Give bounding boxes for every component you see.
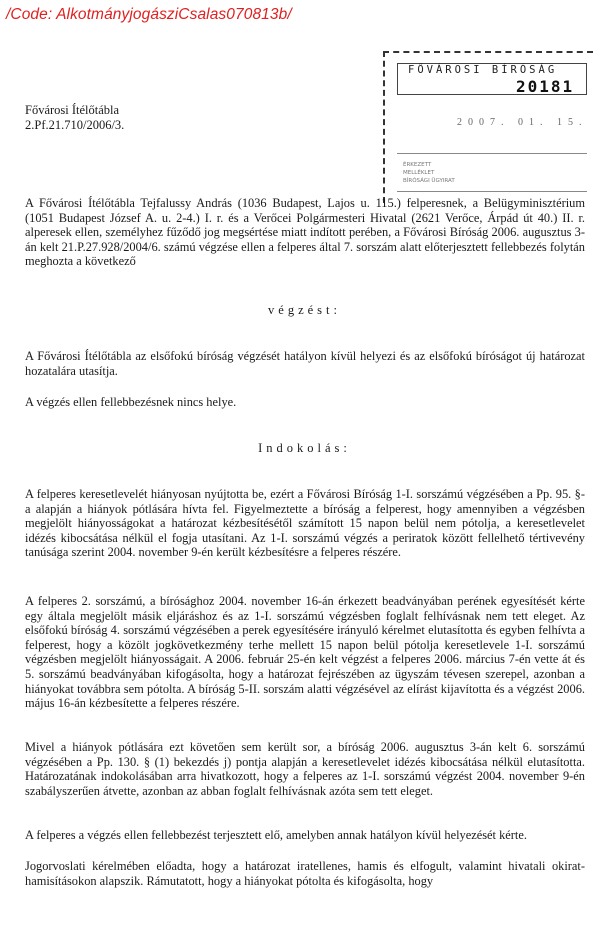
filing-stamp xyxy=(383,51,593,203)
intro-paragraph: A Fővárosi Ítélőtábla Tejfalussy András (1036 Budapest, Lajos u. 115.) felperesnek, a Belügyminisztérium (1051 Budapest József A. u. 2-4.) I. r. és a Verőcei Polgármesteri Hivatal (2621 Verőce, Árpád út 40.) II. r. alperesek ellen, személyhez fűződő jog megsértése miatt indított perében, a Fővárosi Bíróság 2006. augusztus 3-án kelt 21.P.27.928/2004/6. számú végzése ellen a felperes által 7. sorszám alatt előterjesztett fellebbezés folytán meghozta a következő xyxy=(25,196,585,269)
stamp-org: FŐVÁROSI BÍRÓSÁG xyxy=(408,64,558,76)
code-tag: /Code: AlkotmányjogásziCsalas070813b/ xyxy=(6,6,292,23)
stamp-line: ÉRKEZETT xyxy=(403,162,432,168)
stamp-number: 20181 xyxy=(516,77,575,96)
reasoning-paragraph-4: A felperes a végzés ellen fellebbezést terjesztett elő, amelyben annak hatályon kívül helyezését kérte. xyxy=(25,828,527,842)
reasoning-paragraph-1: A felperes keresetlevelét hiányosan nyújtotta be, ezért a Fővárosi Bíróság 1-I. sorszámú végzésében a Pp. 95. §-a alapján a hiányok pótlására hívta fel. Figyelmeztette a bíróság a felperest, hogy amennyiben a végzésben megjelölt hiányosságokat a határozat kézbesítésétől számított 15 napon belül nem pótolja, a keresetlevelet idézés kibocsátása nélkül el fogja utasítani. Az 1-I. sorszámú végzés a periratok között fellelhető tértivevény tanúsága szerint 2004. november 9-én került kézbesítésre a felperes részére. xyxy=(25,487,585,560)
stamp-rule xyxy=(397,153,587,154)
case-number: 2.Pf.21.710/2006/3. xyxy=(25,118,125,132)
reasoning-paragraph-3: Mivel a hiányok pótlására ezt követően sem került sor, a bíróság 2006. augusztus 3-án kelt 6. sorszámú végzésében a Pp. 130. § (1) bekezdés j) pontja alapján a keresetlevelet idézés kibocsátása nélkül elutasította. Határozatának indokolásában arra hivatkozott, hogy a felperes az 1-I. sorszámú végzést 2004. november 9-én szabályszerűen átvette, azonban az abban foglalt felhívásnak azóta sem tett eleget. xyxy=(25,740,585,798)
reasoning-paragraph-5: Jogorvoslati kérelmében előadta, hogy a határozat iratellenes, hamis és elfogult, valamint hivatali okirat-hamisításokon alapszik. Rámutatott, hogy a hiányokat pótolta és kifogásolta, hogy xyxy=(25,859,585,888)
reasoning-paragraph-2: A felperes 2. sorszámú, a bírósághoz 2004. november 16-án érkezett beadványában perének egyesítését kérte egy általa megjelölt másik eljáráshoz és az 1-I. sorszámú végzésben foglalt felhívásnak nem tett eleget. Az elsőfokú bíróság 4. sorszámú végzésében a perek egyesítésére irányuló kérelmet elutasította és egyben felhívta a felperest, hogy a közölt jogkövetkezmény terhe mellett 15 napon belül pótolja keresetlevele 1-I. sorszámú végzésben megjelölt hiányosságait. A 2006. február 25-én kelt végzést a felperes 2006. március 7-én vette át és 5. sorszámú beadványában kifogásolta, hogy a határozat fejrészében az ügyszám tévesen szerepel, azonban a hiányokat továbbra sem pótolta. A bíróság 5-II. sorszám alatti végzésével az elírást kijavította és a végzést 2006. május 16-án kézbesítette a felperes részére. xyxy=(25,594,585,711)
stamp-header-box xyxy=(397,63,587,95)
stamp-line: BÍRÓSÁGI ÜGYIRAT xyxy=(403,178,455,184)
document-header xyxy=(25,103,124,133)
court-name: Fővárosi Ítélőtábla xyxy=(25,103,120,117)
stamp-line: MELLÉKLET xyxy=(403,170,435,176)
appeal-note: A végzés ellen fellebbezésnek nincs helye. xyxy=(25,395,237,409)
stamp-rule xyxy=(397,191,587,192)
stamp-lines xyxy=(403,161,455,185)
vegzest-heading: végzést: xyxy=(268,303,341,317)
indokolas-heading: Indokolás: xyxy=(258,441,351,455)
ruling-paragraph: A Fővárosi Ítélőtábla az elsőfokú bíróság végzését hatályon kívül helyezi és az elsőfokú bíróságot új határozat hozatalára utasítja. xyxy=(25,349,585,378)
stamp-date: 2007. 01. 15. xyxy=(457,117,588,128)
